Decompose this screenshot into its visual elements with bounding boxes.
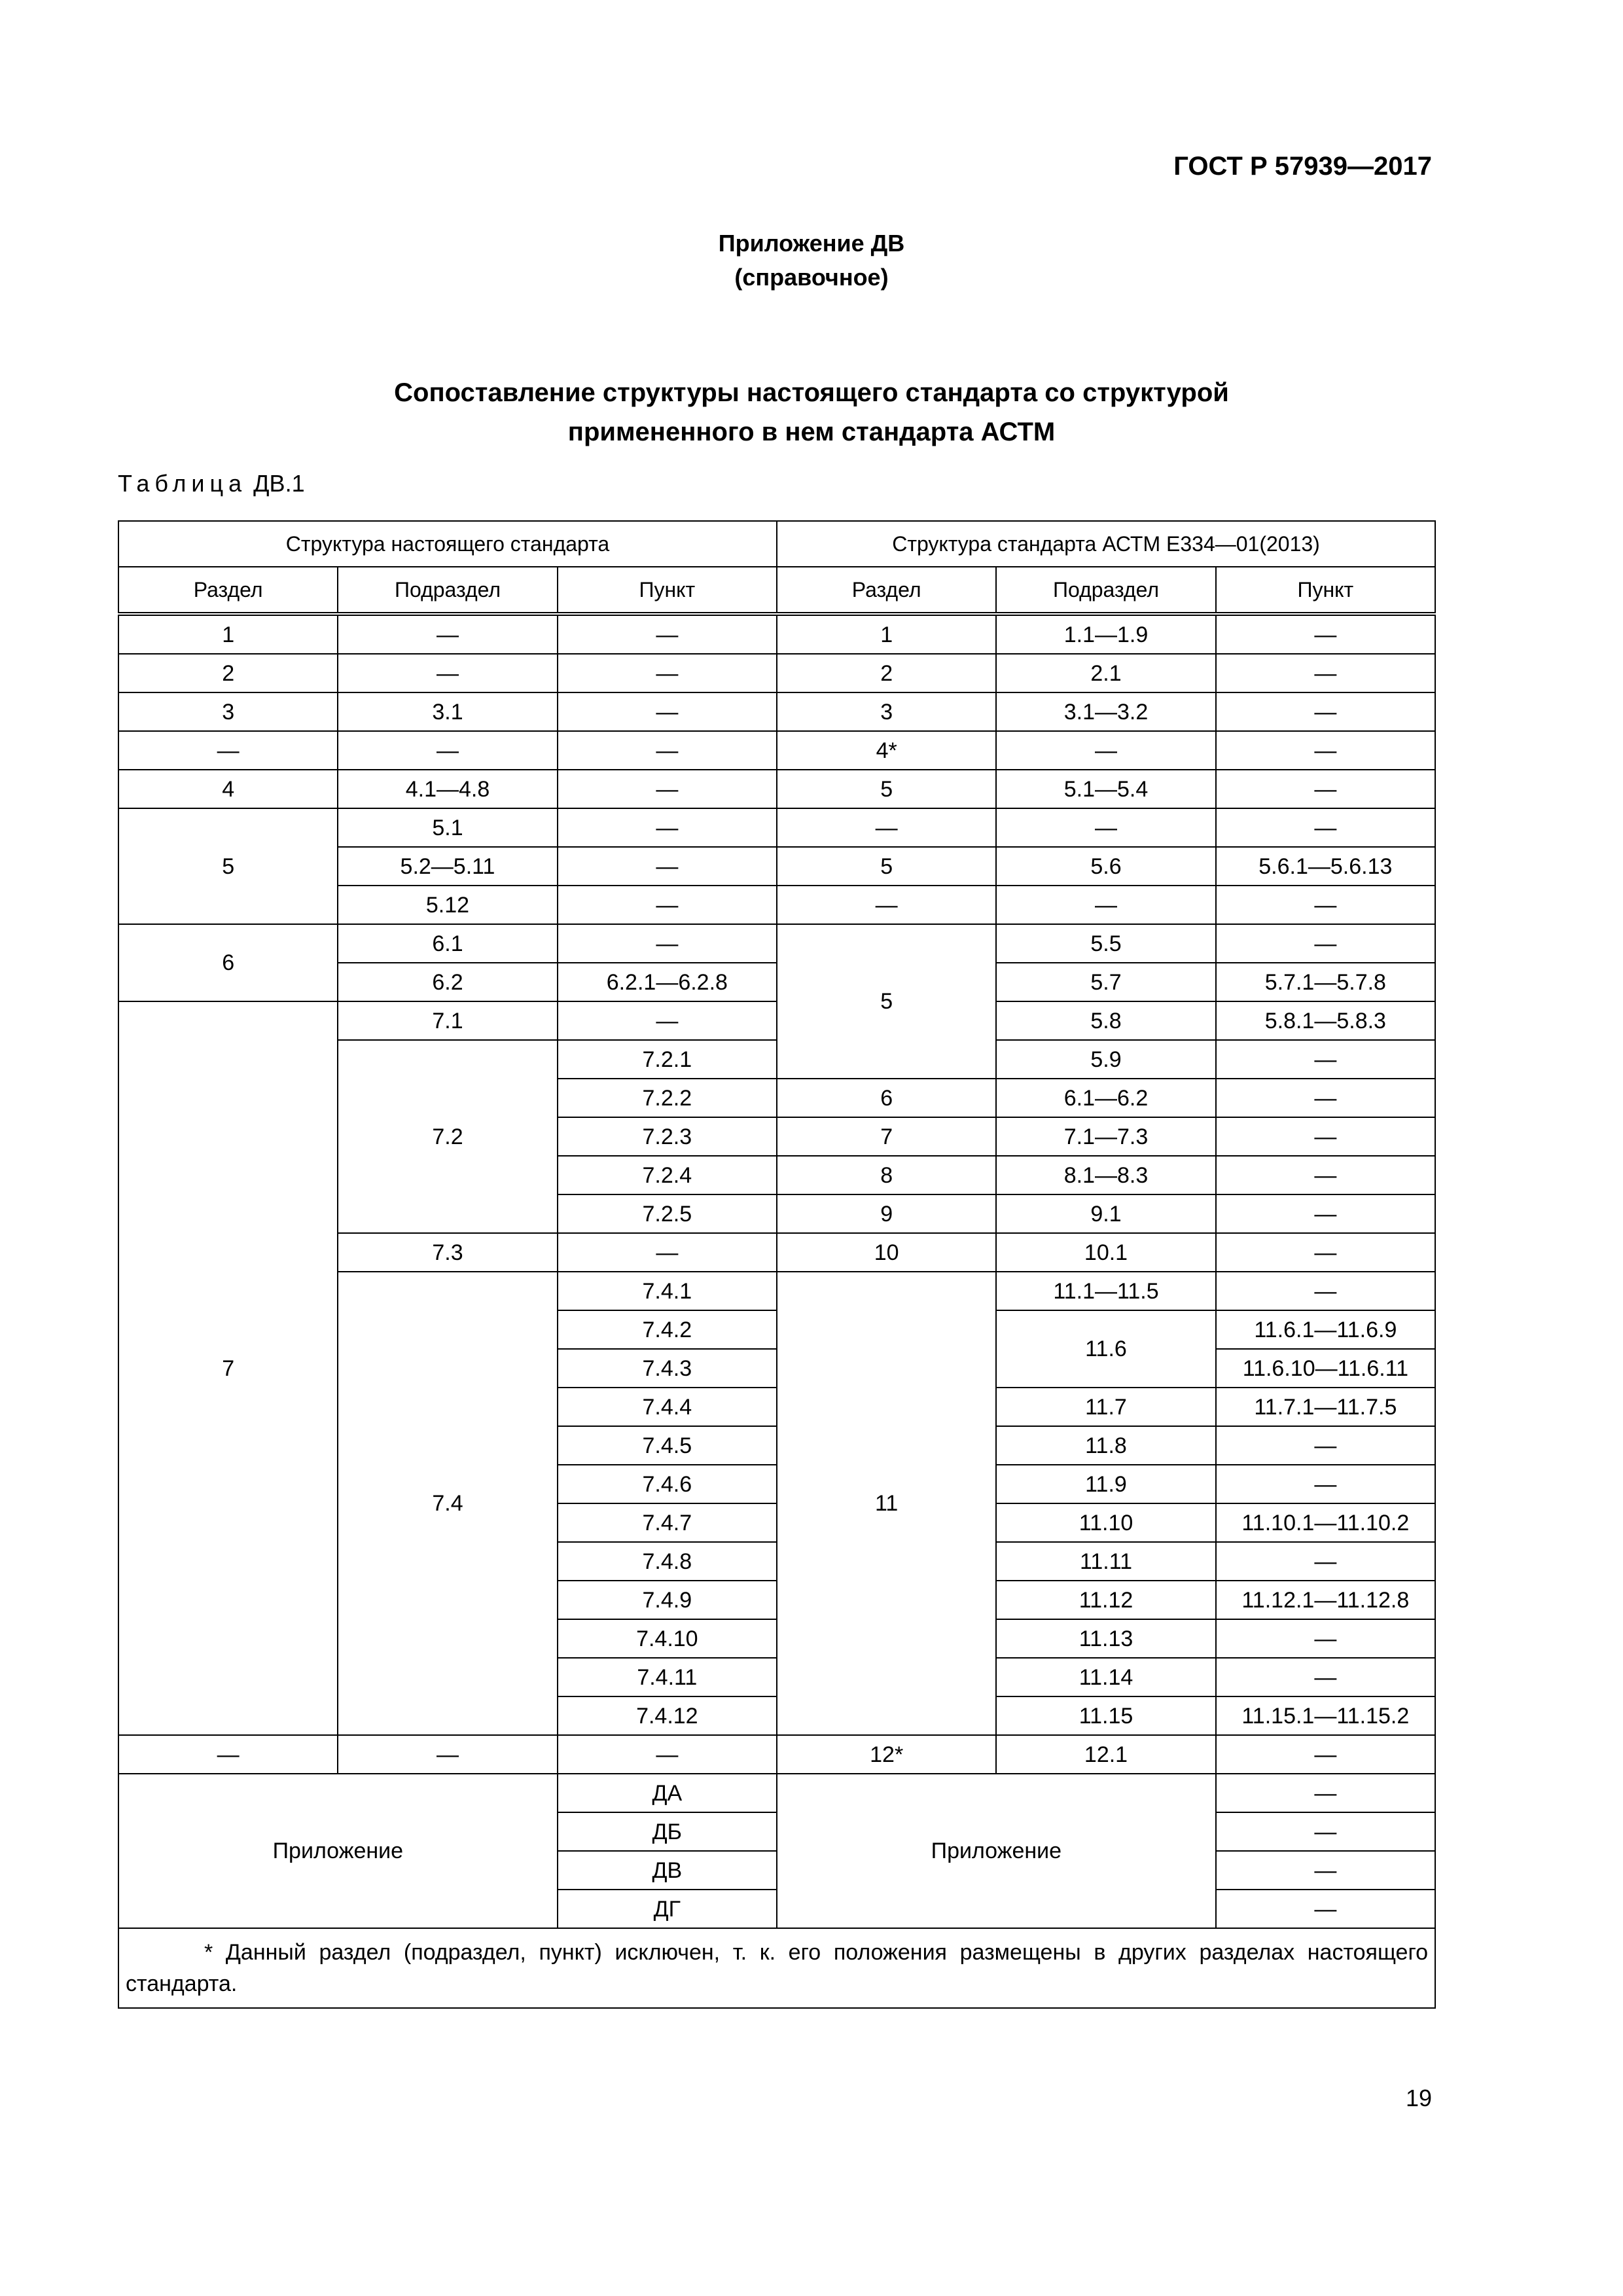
table-cell: 5 — [118, 808, 338, 924]
table-cell: 6 — [118, 924, 338, 1001]
table-cell: 2 — [777, 654, 996, 692]
table-cell: 11.1—11.5 — [996, 1272, 1215, 1310]
table-cell: — — [558, 614, 777, 654]
table-cell: 12.1 — [996, 1735, 1215, 1774]
table-cell: 11.7 — [996, 1388, 1215, 1426]
table-cell: — — [118, 1735, 338, 1774]
table-cell: — — [338, 654, 557, 692]
table-row — [118, 924, 1435, 963]
table-cell: 11.12 — [996, 1581, 1215, 1619]
table-cell: 5.6.1—5.6.13 — [1216, 847, 1435, 886]
table-cell: 3.1 — [338, 692, 557, 731]
table-cell: ДА — [558, 1774, 777, 1812]
table-cell: — — [777, 886, 996, 924]
table-cell: 7.4.8 — [558, 1542, 777, 1581]
appendix-title — [0, 226, 1623, 295]
table-cell: — — [558, 1233, 777, 1272]
table-row — [118, 1774, 1435, 1812]
table-cell: 3.1—3.2 — [996, 692, 1215, 731]
table-cell: 8.1—8.3 — [996, 1156, 1215, 1194]
column-header: Раздел — [777, 567, 996, 614]
table-cell: 5.5 — [996, 924, 1215, 963]
table-cell: 11.10.1—11.10.2 — [1216, 1503, 1435, 1542]
table-cell: 7.1—7.3 — [996, 1117, 1215, 1156]
table-cell: 5 — [777, 770, 996, 808]
table-cell: 5.6 — [996, 847, 1215, 886]
table-cell: 5.1 — [338, 808, 557, 847]
table-cell: 7 — [118, 1001, 338, 1735]
table-cell: 12* — [777, 1735, 996, 1774]
table-cell: 11.8 — [996, 1426, 1215, 1465]
table-cell: 7.2.1 — [558, 1040, 777, 1079]
table-cell: — — [1216, 1079, 1435, 1117]
table-cell: 11.6 — [996, 1310, 1215, 1388]
table-row — [118, 1735, 1435, 1774]
table-cell: — — [1216, 1465, 1435, 1503]
table-cell: 11.14 — [996, 1658, 1215, 1696]
table-cell: 7.2.3 — [558, 1117, 777, 1156]
document-number: ГОСТ Р 57939—2017 — [1173, 152, 1432, 181]
table-cell: — — [1216, 614, 1435, 654]
table-cell: 6.2.1—6.2.8 — [558, 963, 777, 1001]
table-cell: 11.15.1—11.15.2 — [1216, 1696, 1435, 1735]
table-cell: — — [996, 731, 1215, 770]
table-cell: — — [1216, 1890, 1435, 1928]
table-cell: ДВ — [558, 1851, 777, 1890]
table-cell: 7.4.3 — [558, 1349, 777, 1388]
table-cell: 11.6.1—11.6.9 — [1216, 1310, 1435, 1349]
table-cell: — — [777, 808, 996, 847]
appendix-type: (справочное) — [734, 264, 889, 291]
table-cell: 11.11 — [996, 1542, 1215, 1581]
table-cell: 7.2 — [338, 1040, 557, 1233]
table-label-prefix: Таблица — [118, 470, 247, 497]
table-cell: — — [558, 847, 777, 886]
table-cell: 5.7.1—5.7.8 — [1216, 963, 1435, 1001]
table-row — [118, 614, 1435, 654]
table-cell: 11.6.10—11.6.11 — [1216, 1349, 1435, 1388]
table-cell: Приложение — [118, 1774, 558, 1928]
table-cell: — — [1216, 1233, 1435, 1272]
table-cell: 4* — [777, 731, 996, 770]
table-cell: 4.1—4.8 — [338, 770, 557, 808]
table-cell: 5.8 — [996, 1001, 1215, 1040]
table-cell: — — [996, 886, 1215, 924]
table-cell: — — [1216, 654, 1435, 692]
table-cell: 1.1—1.9 — [996, 614, 1215, 654]
table-cell: 3 — [777, 692, 996, 731]
table-cell: — — [1216, 770, 1435, 808]
table-cell: 5.7 — [996, 963, 1215, 1001]
appendix-name: Приложение ДВ — [718, 230, 905, 257]
table-cell: — — [1216, 1040, 1435, 1079]
table-cell: 5.1—5.4 — [996, 770, 1215, 808]
table-cell: 2 — [118, 654, 338, 692]
table-cell: — — [558, 1735, 777, 1774]
table-cell: 7.4 — [338, 1272, 557, 1735]
table-cell: 5 — [777, 924, 996, 1079]
table-row — [118, 770, 1435, 808]
table-cell: — — [558, 731, 777, 770]
table-cell: — — [338, 731, 557, 770]
table-cell: 2.1 — [996, 654, 1215, 692]
table-cell: — — [1216, 1619, 1435, 1658]
table-cell: — — [1216, 886, 1435, 924]
table-cell: 7.2.2 — [558, 1079, 777, 1117]
table-cell: 11.9 — [996, 1465, 1215, 1503]
column-header: Пункт — [558, 567, 777, 614]
table-cell: — — [558, 692, 777, 731]
table-cell: 7.3 — [338, 1233, 557, 1272]
table-row — [118, 654, 1435, 692]
table-cell: — — [1216, 1117, 1435, 1156]
table-cell: 7.4.6 — [558, 1465, 777, 1503]
table-cell: 6.2 — [338, 963, 557, 1001]
table-cell: ДГ — [558, 1890, 777, 1928]
table-cell: 7.1 — [338, 1001, 557, 1040]
table-cell: 6.1 — [338, 924, 557, 963]
table-row — [118, 692, 1435, 731]
table-cell: 7.4.9 — [558, 1581, 777, 1619]
table-footnote-row — [118, 1928, 1435, 2008]
table-cell: 7.4.10 — [558, 1619, 777, 1658]
table-cell: 10.1 — [996, 1233, 1215, 1272]
table-cell: — — [558, 654, 777, 692]
comparison-table — [118, 520, 1436, 2009]
table-cell: 7.4.1 — [558, 1272, 777, 1310]
table-footnote — [118, 1928, 1435, 2008]
table-cell: 11.13 — [996, 1619, 1215, 1658]
table-row — [118, 808, 1435, 847]
table-cell: Приложение — [777, 1774, 1216, 1928]
table-cell: 11.7.1—11.7.5 — [1216, 1388, 1435, 1426]
table-cell: ДБ — [558, 1812, 777, 1851]
table-cell: 7.2.4 — [558, 1156, 777, 1194]
table-cell: — — [1216, 1851, 1435, 1890]
table-cell: 7.2.5 — [558, 1194, 777, 1233]
table-cell: — — [338, 614, 557, 654]
table-cell: 10 — [777, 1233, 996, 1272]
table-cell: 7.4.2 — [558, 1310, 777, 1349]
table-cell: 11 — [777, 1272, 996, 1735]
footnote-text: * Данный раздел (подраздел, пункт) исключен, т. к. его положения размещены в других разделах настоящего стандарта. — [126, 1940, 1429, 1996]
table-cell: 7.4.4 — [558, 1388, 777, 1426]
table-cell: — — [1216, 1735, 1435, 1774]
table-cell: — — [1216, 1156, 1435, 1194]
table-cell: — — [558, 886, 777, 924]
table-cell: — — [996, 808, 1215, 847]
table-cell: 6 — [777, 1079, 996, 1117]
table-cell: — — [1216, 692, 1435, 731]
table-cell: 1 — [118, 614, 338, 654]
table-cell: 1 — [777, 614, 996, 654]
table-cell: — — [558, 808, 777, 847]
document-heading — [0, 373, 1623, 452]
table-cell: 11.10 — [996, 1503, 1215, 1542]
table-cell: 9 — [777, 1194, 996, 1233]
table-cell: — — [1216, 1194, 1435, 1233]
table-cell: 5.8.1—5.8.3 — [1216, 1001, 1435, 1040]
table-cell: — — [338, 1735, 557, 1774]
table-cell: 6.1—6.2 — [996, 1079, 1215, 1117]
table-cell: 4 — [118, 770, 338, 808]
table-label-id: ДВ.1 — [253, 470, 305, 497]
page-number: 19 — [1405, 2085, 1432, 2111]
table-cell: 5 — [777, 847, 996, 886]
table-cell: — — [1216, 924, 1435, 963]
heading-line-2: примененного в нем стандарта АСТМ — [567, 418, 1056, 446]
table-group-header-row — [118, 521, 1435, 567]
table-cell: — — [1216, 1658, 1435, 1696]
table-cell: 5.9 — [996, 1040, 1215, 1079]
table-cell: — — [1216, 1812, 1435, 1851]
column-header: Раздел — [118, 567, 338, 614]
table-cell: 7.4.5 — [558, 1426, 777, 1465]
table-cell: — — [1216, 1542, 1435, 1581]
table-cell: 7 — [777, 1117, 996, 1156]
group-header-this-standard: Структура настоящего стандарта — [118, 521, 777, 567]
table-cell: — — [1216, 1272, 1435, 1310]
table-cell: 11.12.1—11.12.8 — [1216, 1581, 1435, 1619]
table-cell: 9.1 — [996, 1194, 1215, 1233]
table-cell: 3 — [118, 692, 338, 731]
table-cell: 5.2—5.11 — [338, 847, 557, 886]
table-cell: 5.12 — [338, 886, 557, 924]
table-cell: — — [118, 731, 338, 770]
table-cell: 11.15 — [996, 1696, 1215, 1735]
table-row — [118, 731, 1435, 770]
column-header: Подраздел — [338, 567, 557, 614]
column-header: Пункт — [1216, 567, 1435, 614]
table-cell: — — [1216, 1426, 1435, 1465]
table-cell: 7.4.11 — [558, 1658, 777, 1696]
column-header: Подраздел — [996, 567, 1215, 614]
table-label — [118, 470, 305, 497]
table-cell: — — [1216, 1774, 1435, 1812]
table-cell: — — [1216, 731, 1435, 770]
table-cell: 8 — [777, 1156, 996, 1194]
table-cell: — — [558, 924, 777, 963]
table-cell: — — [558, 770, 777, 808]
table-cell: 7.4.7 — [558, 1503, 777, 1542]
table-cell: — — [558, 1001, 777, 1040]
heading-line-1: Сопоставление структуры настоящего стандарта со структурой — [394, 378, 1229, 407]
group-header-astm-standard: Структура стандарта АСТМ E334—01(2013) — [777, 521, 1435, 567]
table-cell: — — [1216, 808, 1435, 847]
table-column-header-row — [118, 567, 1435, 614]
table-cell: 7.4.12 — [558, 1696, 777, 1735]
